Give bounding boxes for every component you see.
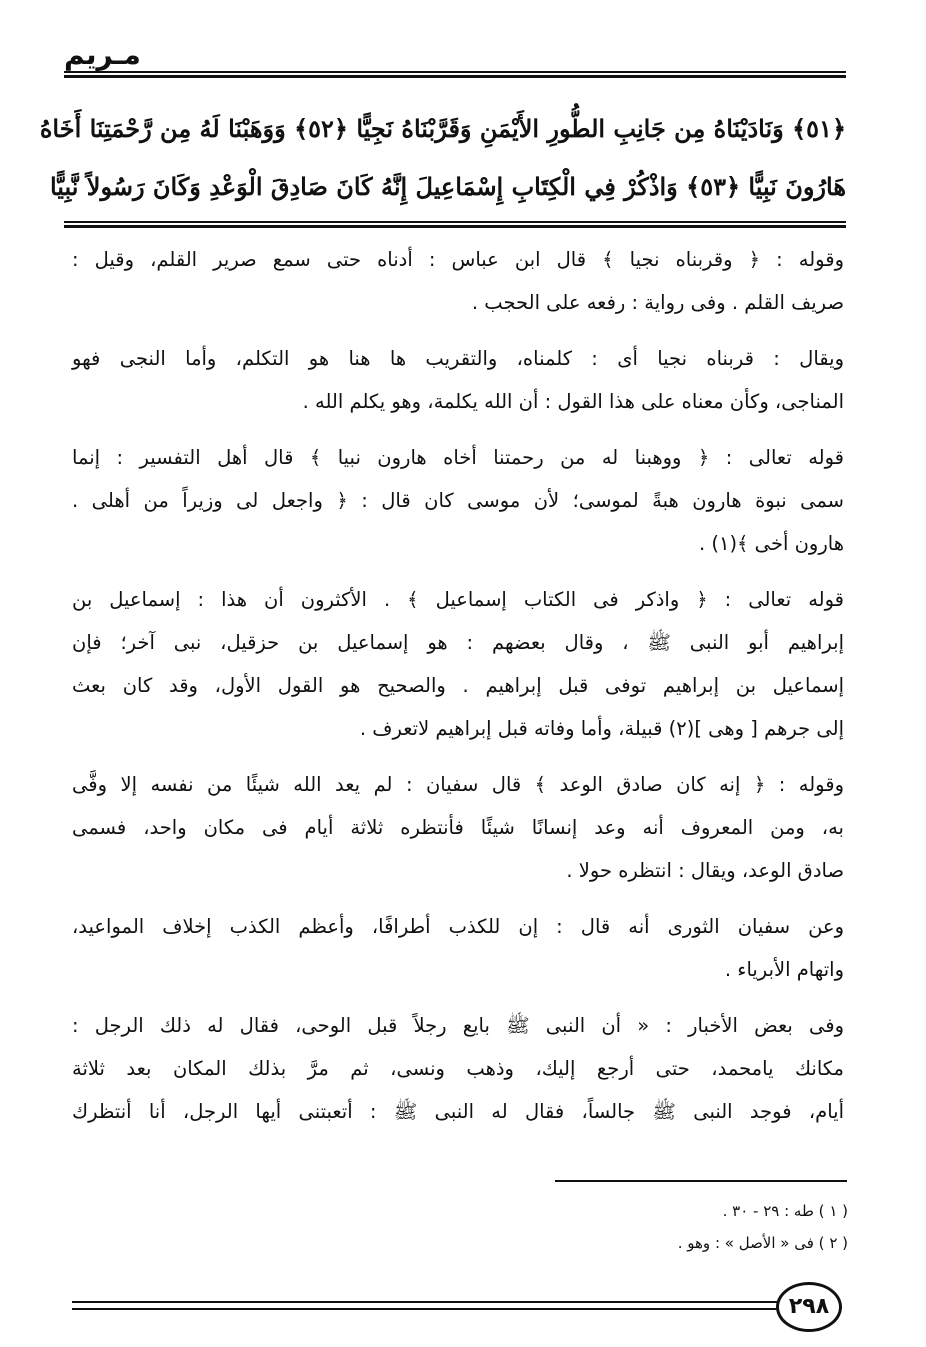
commentary-paragraph — [72, 337, 844, 423]
verses-divider-thick — [64, 225, 846, 228]
footer-rule-bottom — [72, 1308, 780, 1310]
commentary-paragraph — [72, 905, 844, 991]
text-line: قوله تعالى : ﴿ واذكر فى الكتاب إسماعيل ﴾ . الأكثرون أن هذا : إسماعيل بن — [72, 588, 844, 611]
text-line: وقوله : ﴿ إنه كان صادق الوعد ﴾ قال سفيان : لم يعد الله شيئًا من نفسه إلا وفَّى — [72, 773, 844, 796]
footnote-1: ( ١ ) طه : ٢٩ - ٣٠ . — [722, 1202, 848, 1220]
text-line: به، ومن المعروف أنه وعد إنسانًا شيئًا فأنتظره ثلاثة أيام فى مكان واحد، فسمى — [72, 816, 844, 839]
text-line: مكانك يامحمد، حتى أرجع إليك، وذهب ونسى، ثم مرَّ بذلك المكان بعد ثلاثة — [72, 1057, 844, 1080]
text-line: إلى جرهم [ وهى ](٢) قبيلة، وأما وفاته قبل إبراهيم لاتعرف . — [359, 717, 844, 740]
page-number-badge: ٢٩٨ — [776, 1282, 842, 1332]
text-line: ويقال : قربناه نجيا أى : كلمناه، والتقريب ها هنا هو التكلم، وأما النجى فهو — [72, 347, 844, 370]
text-line: هارون أخى ﴾(١) . — [698, 532, 844, 555]
footnotes — [560, 1195, 848, 1259]
commentary-paragraph — [72, 436, 844, 565]
text-line: سمى نبوة هارون هبةً لموسى؛ لأن موسى كان قال : ﴿ واجعل لى وزيراً من أهلى . — [72, 489, 844, 512]
footnote-separator — [555, 1180, 847, 1182]
commentary-body — [72, 238, 844, 1146]
footnote-2: ( ٢ ) فى « الأصل » : وهو . — [677, 1234, 848, 1252]
verse-line: هَارُونَ نَبِيًّا ﴿٥٣﴾ وَاذْكُرْ فِي الْكِتَابِ إِسْمَاعِيلَ إِنَّهُ كَانَ صَادِقَ الْوَعْدِ وَكَانَ رَسُولاً نَّبِيًّا — [49, 172, 846, 201]
text-line: صريف القلم . وفى رواية : رفعه على الحجب . — [471, 291, 844, 314]
surah-title-header: مـريم — [64, 38, 141, 71]
text-line: إبراهيم أبو النبى ﷺ ، وقال بعضهم : هو إسماعيل بن حزقيل، نبى آخر؛ فإن — [72, 631, 844, 654]
text-line: واتهام الأبرياء . — [724, 958, 844, 981]
commentary-paragraph — [72, 238, 844, 324]
text-line: وعن سفيان الثورى أنه قال : إن للكذب أطرافًا، وأعظم الكذب إخلاف المواعيد، — [72, 915, 844, 938]
commentary-paragraph — [72, 1004, 844, 1133]
text-line: قوله تعالى : ﴿ ووهبنا له من رحمتنا أخاه هارون نبيا ﴾ قال أهل التفسير : إنما — [72, 446, 844, 469]
text-line: وفى بعض الأخبار : « أن النبى ﷺ بايع رجلاً قبل الوحى، فقال له ذلك الرجل : — [72, 1014, 844, 1037]
header-rule-thick — [64, 75, 846, 78]
text-line: صادق الوعد، ويقال : انتظره حولا . — [566, 859, 844, 882]
text-line: إسماعيل بن إبراهيم توفى قبل إبراهيم . والصحيح هو القول الأول، وقد كان بعث — [72, 674, 844, 697]
text-line: المناجى، وكأن معناه على هذا القول : أن الله يكلمة، وهو يكلم الله . — [302, 390, 844, 413]
commentary-paragraph — [72, 578, 844, 750]
text-line: أيام، فوجد النبى ﷺ جالساً، فقال له النبى ﷺ : أتعبتنى أيها الرجل، أنا أنتظرك — [72, 1100, 844, 1123]
footer-rule-top — [72, 1301, 780, 1303]
header-rule-thin — [64, 71, 846, 73]
verses-divider-thin — [64, 221, 846, 223]
commentary-paragraph — [72, 763, 844, 892]
quran-verses-block — [39, 100, 846, 216]
verse-line: ﴿٥١﴾ وَنَادَيْنَاهُ مِن جَانِبِ الطُّورِ الأَيْمَنِ وَقَرَّبْنَاهُ نَجِيًّا ﴿٥٢﴾ وَوَهَبْنَا لَهُ مِن رَّحْمَتِنَا أَخَاهُ — [39, 114, 846, 143]
text-line: وقوله : ﴿ وقربناه نجيا ﴾ قال ابن عباس : أدناه حتى سمع صرير القلم، وقيل : — [72, 248, 844, 271]
